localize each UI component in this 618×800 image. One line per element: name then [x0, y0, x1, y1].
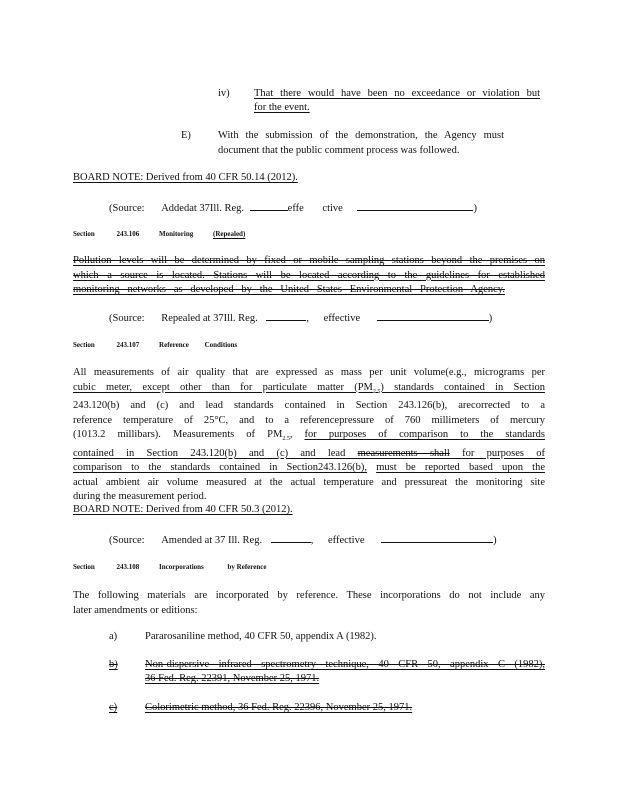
source-3-blank-date	[381, 533, 493, 543]
source-1-close: )	[473, 203, 477, 214]
text-span: (1013.2 millibars). Measurements of PM	[73, 429, 283, 441]
source-3-middle: Amended at 37 Ill. Reg.	[161, 535, 263, 546]
text-line: during the measurement period.	[73, 491, 207, 503]
text-span: cubic meter, except other than for particulate matter (PM	[73, 381, 373, 393]
source-1-ctive: ctive	[322, 203, 343, 214]
text-line	[73, 461, 545, 476]
source-3-label: (Source:	[109, 535, 145, 546]
section-title: Reference	[159, 341, 189, 349]
section-status: (Repealed)	[213, 230, 246, 238]
repealed-line-2: which a source is located. Stations will be located according to the guidelines for established	[73, 269, 545, 281]
text-line: later amendments or editions:	[73, 604, 198, 616]
text-line	[73, 447, 545, 462]
source-1	[109, 201, 477, 214]
item-iv-line2: for the event.	[254, 102, 310, 113]
item-b-line2: 36 Fed. Reg. 22391, November 25, 1971.	[145, 673, 320, 684]
item-a-text: Pararosaniline method, 40 CFR 50, appendix A (1982).	[145, 631, 377, 642]
item-c-text: Colorimetric method, 36 Fed. Reg. 22396, November 25, 1971.	[145, 702, 413, 713]
text-line: (1013.2 millibars). Measurements of $PM_{2.5}$, for purposes of comparison to the standards	[73, 429, 545, 443]
section-title-2: by Reference	[227, 563, 267, 571]
section-number: 243.108	[116, 563, 140, 571]
item-b-marker: b)	[109, 659, 118, 670]
source-2-blank-reg	[266, 311, 306, 321]
text-span: must be reported based upon the	[376, 462, 545, 474]
source-1-blank-date	[357, 201, 473, 211]
item-e-line1: With the submission of the demonstration, the Agency must	[218, 130, 504, 141]
text-line: All measurements of air quality that are expressed as mass per unit volume(e.g., micrograms per	[73, 367, 545, 378]
source-3-blank-reg	[271, 533, 311, 543]
source-3-close: )	[493, 535, 497, 546]
text-line: The following materials are incorporated by reference. These incorporations do not include any	[73, 590, 545, 601]
section-label: Section	[73, 230, 95, 238]
source-1-label: (Source:	[109, 203, 145, 214]
source-2-blank-date	[377, 311, 489, 321]
repealed-line-3: monitoring networks as developed by the United States Environmental Protection Agency.	[73, 284, 505, 295]
section-label: Section	[73, 563, 95, 571]
section-title-2: Conditions	[204, 341, 238, 349]
source-3	[109, 533, 497, 546]
subscript: 2.5	[372, 388, 381, 395]
section-243-107-text	[73, 366, 545, 505]
section-243-106-text	[73, 254, 545, 298]
item-c-marker: c)	[109, 702, 118, 713]
section-title: Incorporations	[159, 563, 204, 571]
board-note-1: BOARD NOTE: Derived from 40 CFR 50.14 (2012).	[73, 172, 298, 183]
item-iv-line1: That there would have been no exceedance or violation but	[254, 88, 540, 99]
section-243-107-heading	[73, 341, 237, 349]
section-243-108-text	[73, 589, 545, 618]
repealed-line-1: Pollution levels will be determined by fixed or mobile sampling stations beyond the premises on	[73, 255, 545, 266]
source-1-effe: effe	[287, 203, 304, 214]
source-2-close: )	[488, 313, 493, 324]
source-1-blank-reg	[250, 201, 288, 211]
item-e-line2: document that the public comment process was followed.	[218, 145, 460, 156]
struck-text: measurements shall	[357, 447, 450, 459]
item-a-marker: a)	[109, 631, 118, 642]
section-243-106-heading	[73, 230, 245, 238]
source-2	[109, 311, 492, 324]
source-2-label: (Source:	[109, 313, 145, 324]
item-e-marker: E)	[181, 130, 191, 141]
subscript: 2.5	[282, 436, 290, 443]
text-span: comparison to the standards contained in Section243.126(b),	[73, 462, 368, 474]
source-3-comma: ,	[310, 535, 314, 546]
text-line: 243.120(b) and (c) and lead standards contained in Section 243.126(b), arecorrected to a	[73, 400, 545, 412]
section-number: 243.107	[116, 341, 140, 349]
source-3-effective: effective	[327, 535, 365, 546]
text-line: actual ambient air volume measured at the actual temperature and pressureat the monitoring site	[73, 476, 545, 488]
source-2-comma: ,	[306, 313, 309, 324]
item-b-line1: Non-dispersive infrared spectrometry technique, 40 CFR 50, appendix C (1982),	[145, 659, 545, 670]
source-1-middle: Addedat 37Ill. Reg.	[161, 203, 245, 214]
text-line: reference temperature of 25°C, and to a referencepressure of 760 millimeters of mercury	[73, 414, 545, 426]
source-2-middle: Repealed at 37Ill. Reg.	[161, 313, 258, 324]
text-span: for purposes of	[462, 447, 546, 459]
item-iv-marker: iv)	[218, 88, 230, 99]
text-span: for purposes of comparison to the standards	[304, 429, 545, 441]
source-2-effective: effective	[323, 313, 361, 324]
text-span: contained in Section 243.120(b) and (c) and lead	[73, 447, 346, 459]
section-number: 243.106	[116, 230, 140, 238]
text-span: ) standards contained in Section	[380, 381, 545, 393]
section-title: Monitoring	[159, 230, 194, 238]
board-note-2: BOARD NOTE: Derived from 40 CFR 50.3 (2012).	[73, 504, 293, 515]
section-label: Section	[73, 341, 95, 349]
section-243-108-heading	[73, 563, 266, 571]
text-line	[73, 381, 545, 400]
